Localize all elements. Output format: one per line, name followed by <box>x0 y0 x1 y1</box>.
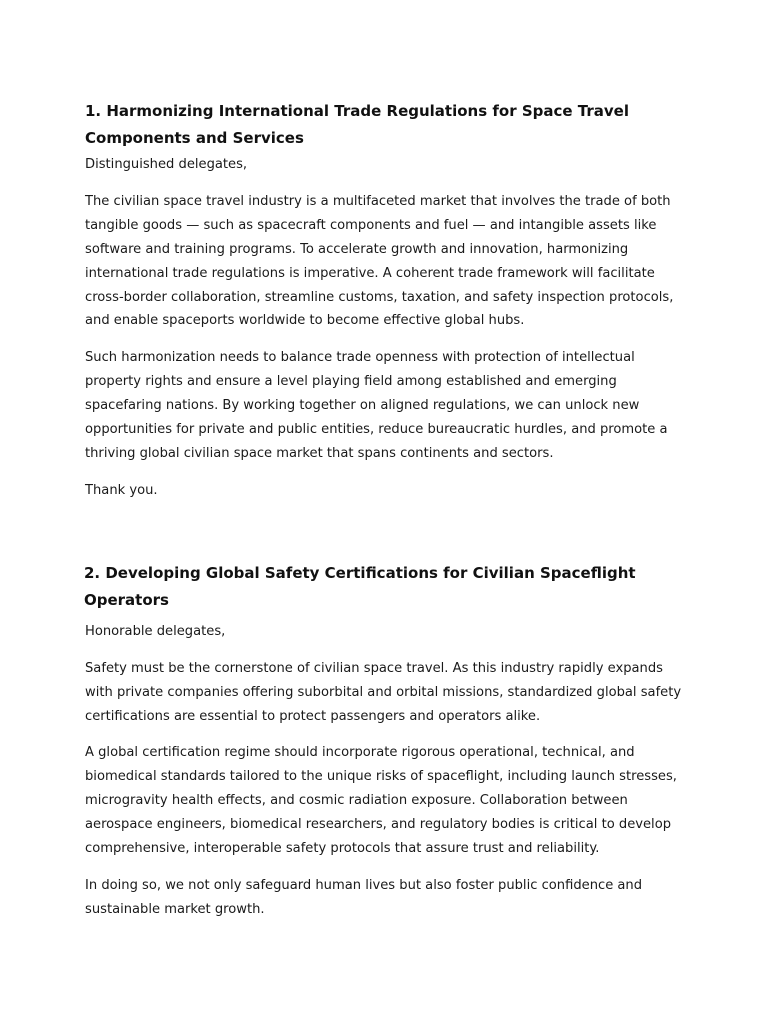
greeting: Distinguished delegates, <box>85 157 248 172</box>
section-heading: 1. Harmonizing International Trade Regulations for Space Travel Components and Services <box>85 102 629 147</box>
body-paragraph: A global certification regime should incorporate rigorous operational, technical, and biomedical standards tailored to the unique risks of spaceflight, including launch stresses, microgravity health effects, and cosmic radiation exposure. Collaboration between aerospace engineers, biomedical researchers, and regulatory bodies is critical to develop comprehensive, interoperable safety protocols that assure trust and reliability. <box>85 745 677 857</box>
body-paragraph: Safety must be the cornerstone of civilian space travel. As this industry rapidly expands with private companies offering suborbital and orbital missions, standardized global safety certifications are essential to protect passengers and operators alike. <box>85 660 682 724</box>
body-paragraph: The civilian space travel industry is a multifaceted market that involves the trade of both tangible goods — such as spacecraft components and fuel — and intangible assets like software and training programs. To accelerate growth and innovation, harmonizing international trade regulations is imperative. A coherent trade framework will facilitate cross-border collaboration, streamline customs, taxation, and safety inspection protocols, and enable spaceports worldwide to become effective global hubs. <box>85 193 674 329</box>
closing-line: In doing so, we not only safeguard human lives but also foster public confidence and sustainable market growth. <box>85 877 643 917</box>
body-paragraph: Such harmonization needs to balance trade openness with protection of intellectual property rights and ensure a level playing field among established and emerging spacefaring nations. By working together on aligned regulations, we can unlock new opportunities for private and public entities, reduce bureaucratic hurdles, and promote a thriving global civilian space market that spans continents and sectors. <box>85 350 668 461</box>
section-heading: 2. Developing Global Safety Certifications for Civilian Spaceflight Operators <box>84 563 636 609</box>
greeting: Honorable delegates, <box>85 623 226 639</box>
closing-line: Thank you. <box>85 482 158 498</box>
section-safety-certifications <box>85 560 690 922</box>
document-body <box>85 98 690 922</box>
section-trade-regulations <box>85 98 690 503</box>
